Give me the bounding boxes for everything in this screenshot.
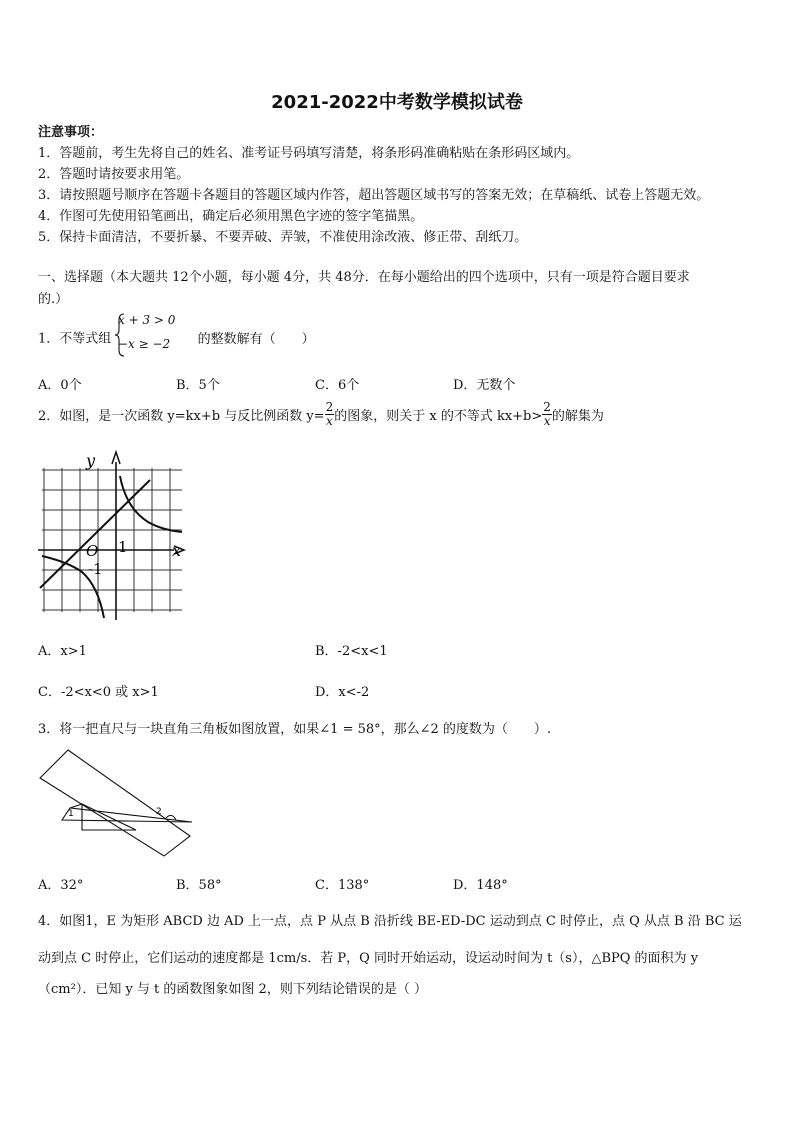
q1-option-c: C．6个 [315, 378, 360, 393]
q3-ruler-triangle-figure [38, 748, 198, 860]
q2-text-c: 的解集为 [551, 409, 604, 424]
graph-x-label: x [172, 541, 182, 560]
q1-option-b: B．5个 [176, 378, 220, 393]
notice-item-3: 3．请按照题号顺序在答题卡各题目的答题区域内作答，超出答题区域书写的答案无效；在草稿纸、试卷上答题无效。 [38, 188, 710, 203]
graph-neg-one-label: -1 [88, 560, 103, 578]
q3-option-d: D．148° [453, 878, 508, 893]
q1-option-a: A．0个 [38, 378, 82, 393]
q2-option-c: C．-2<x<0 或 x>1 [38, 685, 159, 700]
q2-fraction-2 [542, 401, 552, 428]
q2-fraction-1 [325, 401, 335, 428]
q2-option-d: D．x<-2 [315, 685, 370, 700]
graph-origin-label: O [86, 542, 99, 560]
hyperbola-branch-1 [120, 476, 182, 532]
q1-inequality-1: x + 3 > 0 [118, 313, 176, 327]
q1-inequality-2: −x ≥ −2 [118, 337, 171, 351]
notice-item-1: 1．答题前，考生先将自己的姓名、准考证号码填写清楚，将条形码准确粘贴在条形码区域内。 [38, 146, 580, 161]
graph-y-label: y [86, 451, 96, 470]
q3-option-a: A．32° [38, 878, 84, 893]
angle-2-label: 2 [156, 807, 162, 817]
set-square-inner [82, 804, 136, 830]
q2-text-a: 2．如图，是一次函数 y=kx+b 与反比例函数 y= [38, 409, 325, 424]
q2-fraction-2-num: 2 [543, 400, 551, 414]
graph-one-label: 1 [118, 538, 128, 556]
angle-1-label: 1 [68, 809, 74, 819]
q2-option-b: B．-2<x<1 [315, 644, 388, 659]
q2-fraction-1-den: x [326, 414, 333, 428]
question-4-line3: （cm²）．已知 y 与 t 的函数图象如图 2，则下列结论错误的是（ ） [38, 982, 427, 997]
q1-option-d: D．无数个 [453, 378, 516, 393]
section-heading-line1: 一、选择题（本大题共 12个小题，每小题 4分，共 48分．在每小题给出的四个选项中，只有一项是符合题目要求 [38, 270, 690, 285]
question-1 [38, 312, 315, 362]
notice-item-2: 2．答题时请按要求用笔。 [38, 167, 190, 182]
question-3: 3．将一把直尺与一块直角三角板如图放置，如果∠1 = 58°，那么∠2 的度数为（ ）. [38, 722, 552, 737]
q3-option-c: C．138° [315, 878, 370, 893]
q1-prefix: 1．不等式组 [38, 331, 112, 347]
section-heading-line2: 的.） [38, 292, 69, 307]
q2-option-a: A．x>1 [38, 644, 87, 659]
q3-option-b: B．58° [176, 878, 222, 893]
q2-text-b: 的图象，则关于 x 的不等式 kx+b> [334, 409, 543, 424]
question-2 [38, 401, 604, 428]
notice-item-5: 5．保持卡面清洁，不要折暴、不要弄破、弄皱，不准使用涂改液、修正带、刮纸刀。 [38, 230, 528, 245]
graph-grid [42, 468, 182, 612]
q2-fraction-2-den: x [543, 414, 551, 428]
ruler-shape [40, 750, 190, 856]
notice-item-4: 4．作图可先使用铅笔画出，确定后必须用黑色字迹的签字笔描黑。 [38, 209, 424, 224]
question-4-line1: 4．如图1，E 为矩形 ABCD 边 AD 上一点，点 P 从点 B 沿折线 BE-ED-DC 运动到点 C 时停止，点 Q 从点 B 沿 BC 运 [38, 914, 742, 929]
notice-heading: 注意事项： [38, 125, 104, 140]
q2-fraction-1-num: 2 [325, 400, 334, 414]
q1-suffix: 的整数解有（ ） [197, 331, 315, 347]
question-4-line2: 动到点 C 时停止，它们运动的速度都是 1cm/s．若 P，Q 同时开始运动，设运动时间为 t（s），△BPQ 的面积为 y [38, 951, 699, 966]
page-title: 2021-2022中考数学模拟试卷 [271, 92, 523, 113]
q2-function-graph [38, 448, 190, 620]
